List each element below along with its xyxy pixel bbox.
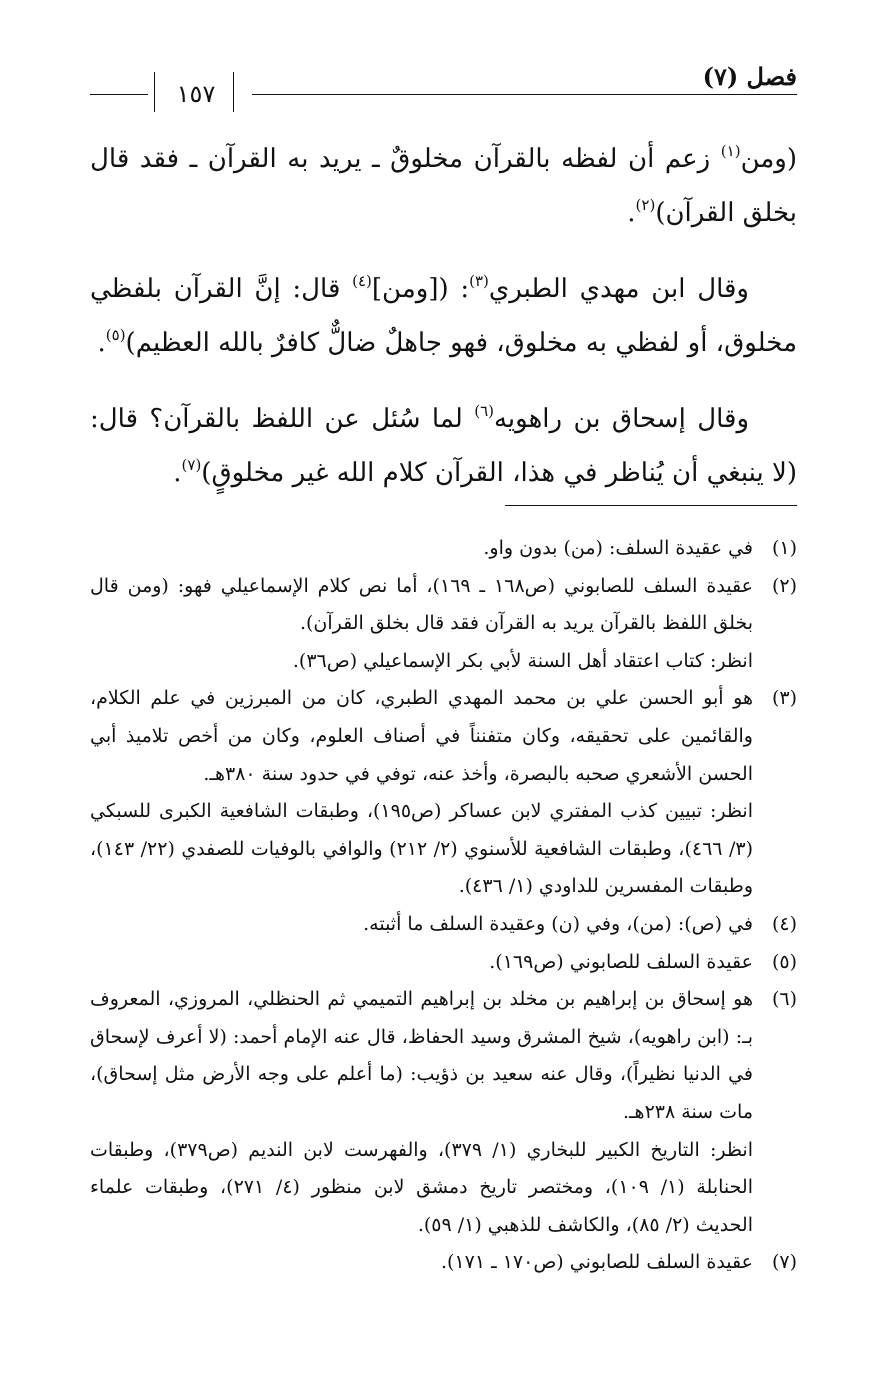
footnote-text: انظر: التاريخ الكبير للبخاري (١/ ٣٧٩)، والفهرست لابن النديم (ص٣٧٩)، وطبقات الحنابلة (١/ ١٠٩)، ومختصر تاريخ دمشق لابن منظور (٤/ ٢٧١)، وطبقات علماء الحديث (٢/ ٨٥)، والكاشف للذهبي (١/ ٥٩).: [90, 1138, 753, 1236]
running-header: [90, 58, 797, 118]
footnote-number: (٢): [771, 574, 797, 597]
text-run: لما سُئل عن اللفظ بالقرآن؟ قال: (لا ينبغي أن يُناظر في هذا، القرآن كلام الله غير مخلوقٍ): [90, 404, 797, 488]
footnote-number: (٤): [771, 912, 797, 935]
text-run: .: [97, 328, 106, 358]
footnote-number: (٦): [771, 988, 797, 1011]
footnote-ref: (٣): [469, 272, 489, 290]
footnote-ref: (٢): [635, 196, 656, 214]
text-run: .: [173, 458, 182, 488]
footnote-separator: [505, 505, 797, 506]
footnote-text: هو أبو الحسن علي بن محمد المهدي الطبري، كان من المبرزين في علم الكلام، والقائمين على تحقيقه، وكان متفنناً في أصناف العلوم، وكان من أخص تلاميذ أبي الحسن الأشعري صحبه بالبصرة، وأخذ عنه، توفي في حدود سنة ٣٨٠هـ.: [90, 687, 753, 785]
footnote: [90, 906, 797, 944]
footnote-text: عقيدة السلف للصابوني (ص١٧٠ ـ ١٧١).: [440, 1251, 753, 1274]
footnote-text: في عقيدة السلف: (من) بدون واو.: [483, 537, 753, 559]
text-run: .: [627, 198, 636, 228]
footnote: [90, 981, 797, 1244]
text-run: قال: إنَّ القرآن بلفظي مخلوق، أو لفظي به مخلوق، فهو جاهلٌ ضالٌّ كافرٌ بالله العظيم): [90, 274, 797, 358]
footnote-ref: (١): [720, 142, 741, 160]
footnote-ref: (٦): [474, 402, 494, 420]
footnote: [90, 1244, 797, 1282]
text-run: وقال إسحاق بن راهويه: [493, 404, 749, 434]
footnote: [90, 680, 797, 906]
footnote-number: (٣): [771, 687, 797, 710]
footnotes: [90, 530, 797, 1282]
footnote-number: (٧): [771, 1251, 797, 1274]
header-tick: [154, 72, 155, 112]
footnote-ref: (٧): [181, 456, 202, 474]
footnote-ref: (٤): [352, 272, 372, 290]
main-text: [90, 132, 797, 522]
text-run: (ومن: [740, 144, 797, 174]
paragraph: [90, 132, 797, 240]
header-rule-right: [252, 94, 797, 95]
footnote: [90, 568, 797, 681]
footnote: [90, 530, 797, 568]
text-run: : ([ومن]: [371, 274, 470, 304]
footnote-number: (١): [771, 537, 797, 559]
footnote-text: عقيدة السلف للصابوني (ص١٦٨ ـ ١٦٩)، أما نص كلام الإسماعيلي فهو: (ومن قال بخلق اللفظ بالقرآن يريد به القرآن فقد قال بخلق القرآن).: [90, 574, 753, 635]
text-run: زعم أن لفظه بالقرآن مخلوقٌ ـ يريد به القرآن ـ فقد قال بخلق القرآن): [90, 144, 797, 228]
footnote-text: في (ص): (من)، وفي (ن) وعقيدة السلف ما أثبته.: [363, 912, 753, 935]
footnote-text: عقيدة السلف للصابوني (ص١٦٩).: [489, 950, 753, 973]
footnote-ref: (٥): [105, 326, 126, 344]
paragraph: [90, 392, 797, 500]
chapter-title: فصل (٧): [702, 62, 797, 91]
footnote-text: انظر: تبيين كذب المفتري لابن عساكر (ص١٩٥)، وطبقات الشافعية الكبرى للسبكي (٣/ ٤٦٦)، وطبقات الشافعية للأسنوي (٢/ ٢١٢) والوافي بالوفيات للصفدي (٢٢/ ١٤٣)، وطبقات المفسرين للداودي (١/ ٤٣٦).: [90, 800, 753, 898]
paragraph: [90, 262, 797, 370]
footnote-number: (٥): [771, 950, 797, 973]
header-rule-left: [90, 94, 148, 95]
footnote: [90, 944, 797, 982]
footnote-text: هو إسحاق بن إبراهيم بن مخلد بن إبراهيم التميمي ثم الحنظلي، المروزي، المعروف بـ: (ابن راهويه)، شيخ المشرق وسيد الحفاظ، قال عنه الإمام أحمد: (لا أعرف لإسحاق في الدنيا نظيراً)، وقال عنه سعيد بن ذؤيب: (ما أعلم على وجه الأرض مثل إسحاق)، مات سنة ٢٣٨هـ.: [90, 988, 753, 1123]
page-number: ١٥٧: [176, 80, 216, 108]
text-run: وقال ابن مهدي الطبري: [488, 274, 749, 304]
header-tick: [233, 72, 234, 112]
footnote-text: انظر: كتاب اعتقاد أهل السنة لأبي بكر الإسماعيلي (ص٣٦).: [292, 649, 753, 672]
